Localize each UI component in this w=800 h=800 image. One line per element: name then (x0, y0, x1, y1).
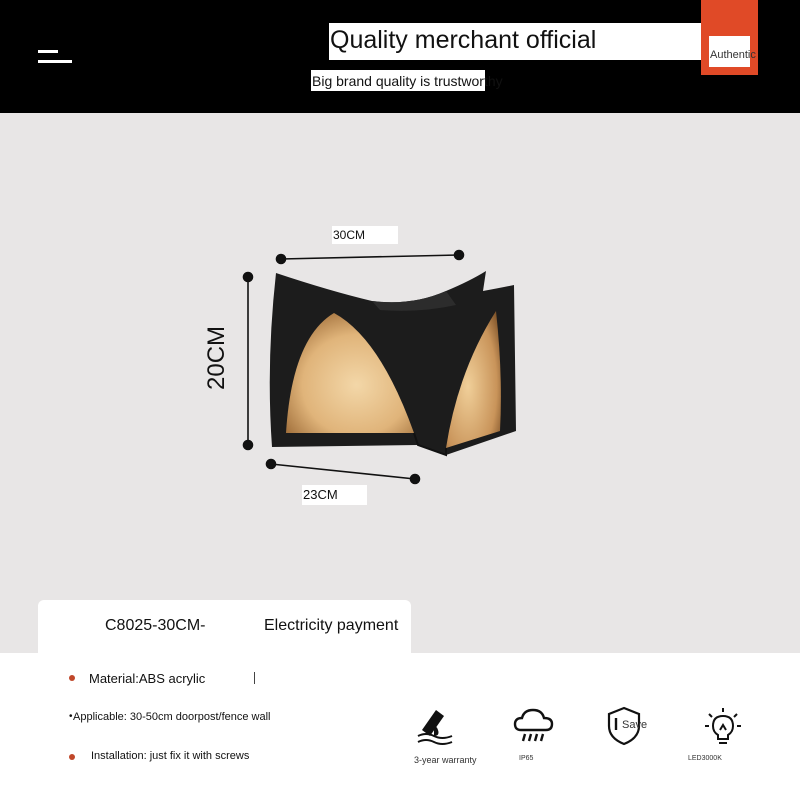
bullet-dot (69, 675, 75, 681)
shield-label: Save (622, 719, 648, 731)
warranty-icon (414, 706, 458, 748)
page-title: Quality merchant official (330, 26, 597, 54)
product-stage (0, 113, 800, 653)
depth-label-box (302, 485, 367, 505)
lamp-illustration (0, 113, 800, 653)
feature-material: Material:ABS acrylic (89, 671, 206, 686)
authentic-badge (709, 36, 756, 67)
payment-type: Electricity payment (264, 617, 399, 634)
height-label: 20CM (203, 325, 230, 390)
width-label-box (332, 226, 398, 244)
divider (254, 672, 255, 684)
bullet-dot (69, 754, 75, 760)
depth-label: 23CM (303, 487, 338, 502)
bulb-label: LED3000K (688, 755, 722, 762)
feature-installation: Installation: just fix it with screws (91, 750, 250, 762)
rain-label: IP65 (519, 755, 534, 762)
model-number: C8025-30CM- (105, 617, 206, 634)
title-box (329, 23, 750, 60)
lamp-body (270, 271, 516, 455)
header-bar (0, 0, 800, 113)
width-label: 30CM (333, 228, 366, 242)
bulb-icon (703, 706, 743, 748)
warranty-label: 3-year warranty (414, 755, 477, 765)
rain-icon (513, 708, 555, 744)
authentic-label: Authentic (710, 49, 756, 61)
menu-icon[interactable] (38, 48, 72, 66)
subtitle: Big brand quality is trustworthy (312, 73, 503, 89)
bullet-marker: • (69, 711, 73, 722)
subtitle-box (311, 70, 503, 91)
feature-applicable: Applicable: 30-50cm doorpost/fence wall (73, 711, 271, 723)
